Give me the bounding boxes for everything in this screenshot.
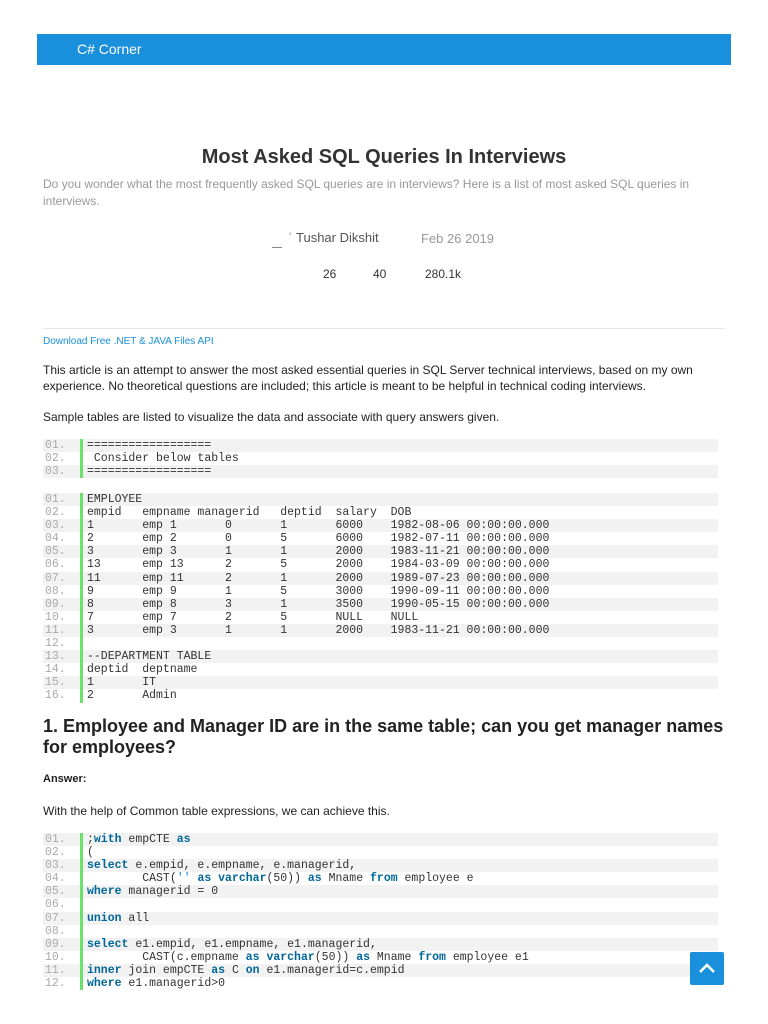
code-text: 1 IT	[87, 676, 157, 690]
code-text: deptid deptname	[87, 663, 198, 677]
code-text: 3 emp 3 1 1 2000 1983-11-21 00:00:00.000	[87, 545, 550, 559]
code-text: --DEPARTMENT TABLE	[87, 650, 212, 664]
line-number: 05.	[43, 545, 83, 558]
code-block-query	[43, 833, 718, 990]
code-line	[43, 872, 718, 885]
code-line	[43, 558, 718, 571]
code-text: 13 emp 13 2 5 2000 1984-03-09 00:00:00.000	[87, 558, 550, 572]
code-line	[43, 519, 718, 532]
code-block-banner	[43, 439, 718, 478]
comments-count[interactable]: 40	[373, 267, 387, 281]
code-line	[43, 532, 718, 545]
line-number: 03.	[43, 859, 83, 872]
sql-keyword: inner	[87, 963, 122, 977]
code-text: 2 emp 2 0 5 6000 1982-07-11 00:00:00.000	[87, 532, 550, 546]
views-count: 280.1k	[425, 267, 462, 281]
code-line	[43, 938, 718, 951]
code-text: 2 Admin	[87, 689, 177, 703]
line-number: 08.	[43, 585, 83, 598]
code-token: managerid = 0	[121, 885, 219, 899]
line-number: 07.	[43, 912, 83, 925]
code-line	[43, 859, 718, 872]
code-token: (50))	[314, 950, 357, 964]
code-text: 9 emp 9 1 5 3000 1990-09-11 00:00:00.000	[87, 584, 550, 598]
code-token: join empCTE	[121, 963, 212, 977]
code-token: CAST(c.empname	[87, 950, 246, 964]
code-text	[83, 846, 94, 859]
code-line	[43, 689, 718, 702]
code-line	[43, 611, 718, 624]
divider	[43, 328, 725, 329]
line-number: 07.	[43, 572, 83, 585]
code-text: Consider below tables	[87, 452, 239, 466]
code-token: e1.managerid>0	[121, 977, 226, 991]
sql-string: ''	[176, 872, 191, 886]
brand-logo-text[interactable]: C# Corner	[77, 41, 142, 57]
chevron-up-icon	[698, 961, 716, 975]
line-number: 04.	[43, 532, 83, 545]
code-line	[43, 572, 718, 585]
code-line	[43, 624, 718, 637]
article-title: Most Asked SQL Queries In Interviews	[201, 146, 567, 168]
line-number: 16.	[43, 689, 83, 702]
sql-keyword: as	[356, 950, 370, 964]
code-token: Mname	[321, 872, 371, 886]
code-text: 11 emp 11 2 1 2000 1989-07-23 00:00:00.000	[87, 571, 550, 585]
line-number: 12.	[43, 637, 83, 650]
line-number: 10.	[43, 951, 83, 964]
line-number: 11.	[43, 624, 83, 637]
code-text	[83, 637, 87, 650]
code-text	[83, 964, 405, 977]
code-line	[43, 545, 718, 558]
code-token: (50))	[266, 872, 308, 886]
code-token: (	[87, 846, 94, 860]
line-number: 02.	[43, 506, 83, 519]
code-line	[43, 650, 718, 663]
code-line	[43, 898, 718, 911]
answer-text: With the help of Common table expressions, we can achieve this.	[43, 804, 390, 818]
sql-keyword: varchar	[266, 950, 315, 964]
line-number: 10.	[43, 611, 83, 624]
sample-note: Sample tables are listed to visualize the data and associate with query answers given.	[43, 410, 500, 424]
code-token: CAST(	[87, 872, 177, 886]
line-number: 09.	[43, 938, 83, 951]
sql-keyword: select	[87, 937, 129, 951]
sql-keyword: varchar	[218, 872, 267, 886]
code-token: e1.empid, e1.empname, e1.managerid,	[128, 937, 377, 951]
sql-keyword: as	[211, 963, 226, 977]
code-text	[83, 898, 87, 911]
code-text: EMPLOYEE	[87, 493, 143, 506]
code-text: 1 emp 1 0 1 6000 1982-08-06 00:00:00.000	[87, 519, 550, 533]
code-line	[43, 506, 718, 519]
line-number: 01.	[43, 439, 83, 452]
code-token: e.empid, e.empname, e.managerid,	[128, 859, 357, 873]
code-text	[83, 925, 87, 938]
line-number: 05.	[43, 885, 83, 898]
code-token: C	[225, 963, 246, 977]
sql-keyword: select	[87, 859, 129, 873]
code-text	[83, 833, 191, 846]
code-text	[83, 951, 529, 964]
code-token: employee e	[397, 872, 474, 886]
sql-keyword: with	[93, 833, 122, 846]
intro-paragraph: This article is an attempt to answer the most asked essential queries in SQL Server technical interviews, based on my own experience. No theoretical questions are included; this article is meant to be helpful in technical coding interviews.	[43, 363, 693, 393]
code-token: empCTE	[121, 833, 177, 846]
author-name[interactable]: Tushar Dikshit	[296, 230, 379, 245]
code-line	[43, 912, 718, 925]
line-number: 08.	[43, 925, 83, 938]
sql-keyword: as	[307, 872, 322, 886]
line-number: 13.	[43, 650, 83, 663]
code-line	[43, 833, 718, 846]
scroll-top-button[interactable]	[690, 952, 724, 985]
answer-label: Answer:	[43, 773, 87, 785]
code-text	[83, 872, 474, 885]
code-token: ;	[87, 833, 94, 846]
line-number: 11.	[43, 964, 83, 977]
line-number: 06.	[43, 558, 83, 571]
author-tick: '	[289, 230, 292, 244]
line-number: 02.	[43, 846, 83, 859]
sql-keyword: where	[87, 885, 122, 899]
sql-keyword: as	[245, 950, 260, 964]
code-text: ==================	[87, 439, 212, 452]
author-avatar[interactable]	[272, 234, 282, 248]
code-token: e1.managerid=c.empid	[259, 963, 405, 977]
code-text	[83, 977, 225, 990]
code-line	[43, 964, 718, 977]
code-line	[43, 925, 718, 938]
sql-keyword: from	[418, 950, 446, 964]
article-subtitle: Do you wonder what the most frequently asked SQL queries are in interviews? Here is a list of most asked SQL queries in interviews.	[43, 177, 690, 208]
question-heading: 1. Employee and Manager ID are in the same table; can you get manager names for employees?	[43, 716, 724, 757]
code-line	[43, 977, 718, 990]
publish-date: Feb 26 2019	[421, 231, 495, 246]
code-line	[43, 885, 718, 898]
line-number: 01.	[43, 493, 83, 506]
line-number: 02.	[43, 452, 83, 465]
article-stats	[0, 267, 768, 283]
code-text: empid empname managerid deptid salary DOB	[87, 506, 412, 520]
code-line	[43, 585, 718, 598]
line-number: 06.	[43, 898, 83, 911]
code-line	[43, 663, 718, 676]
code-text: ==================	[87, 465, 212, 479]
sql-keyword: union	[87, 911, 122, 925]
download-link[interactable]: Download Free .NET & JAVA Files API	[43, 336, 214, 347]
code-text	[83, 912, 149, 925]
sql-keyword: on	[245, 963, 260, 977]
code-line	[43, 598, 718, 611]
code-text: 7 emp 7 2 5 NULL NULL	[87, 610, 419, 624]
code-line	[43, 637, 718, 650]
sql-keyword: where	[87, 977, 122, 991]
code-text: 8 emp 8 3 1 3500 1990-05-15 00:00:00.000	[87, 597, 550, 611]
code-text	[83, 859, 356, 872]
line-number: 01.	[43, 833, 83, 846]
line-number: 09.	[43, 598, 83, 611]
code-line	[43, 452, 718, 465]
sql-keyword: as	[176, 833, 191, 846]
code-block-tables	[43, 493, 718, 703]
code-line	[43, 846, 718, 859]
code-line	[43, 676, 718, 689]
code-line	[43, 439, 718, 452]
author-row	[0, 229, 768, 249]
likes-count[interactable]: 26	[323, 267, 337, 281]
code-text: 3 emp 3 1 1 2000 1983-11-21 00:00:00.000	[87, 623, 550, 637]
line-number: 15.	[43, 676, 83, 689]
top-bar	[37, 34, 731, 65]
code-line	[43, 493, 718, 506]
line-number: 14.	[43, 663, 83, 676]
code-text	[83, 885, 218, 898]
line-number: 03.	[43, 465, 83, 478]
code-line	[43, 465, 718, 478]
code-token: Mname	[370, 950, 419, 964]
sql-keyword: as	[197, 872, 212, 886]
code-text	[83, 938, 377, 951]
sql-keyword: from	[370, 872, 398, 886]
line-number: 04.	[43, 872, 83, 885]
line-number: 12.	[43, 977, 83, 990]
code-token: employee e1	[445, 950, 529, 964]
code-token: all	[121, 911, 150, 925]
line-number: 03.	[43, 519, 83, 532]
code-line	[43, 951, 718, 964]
